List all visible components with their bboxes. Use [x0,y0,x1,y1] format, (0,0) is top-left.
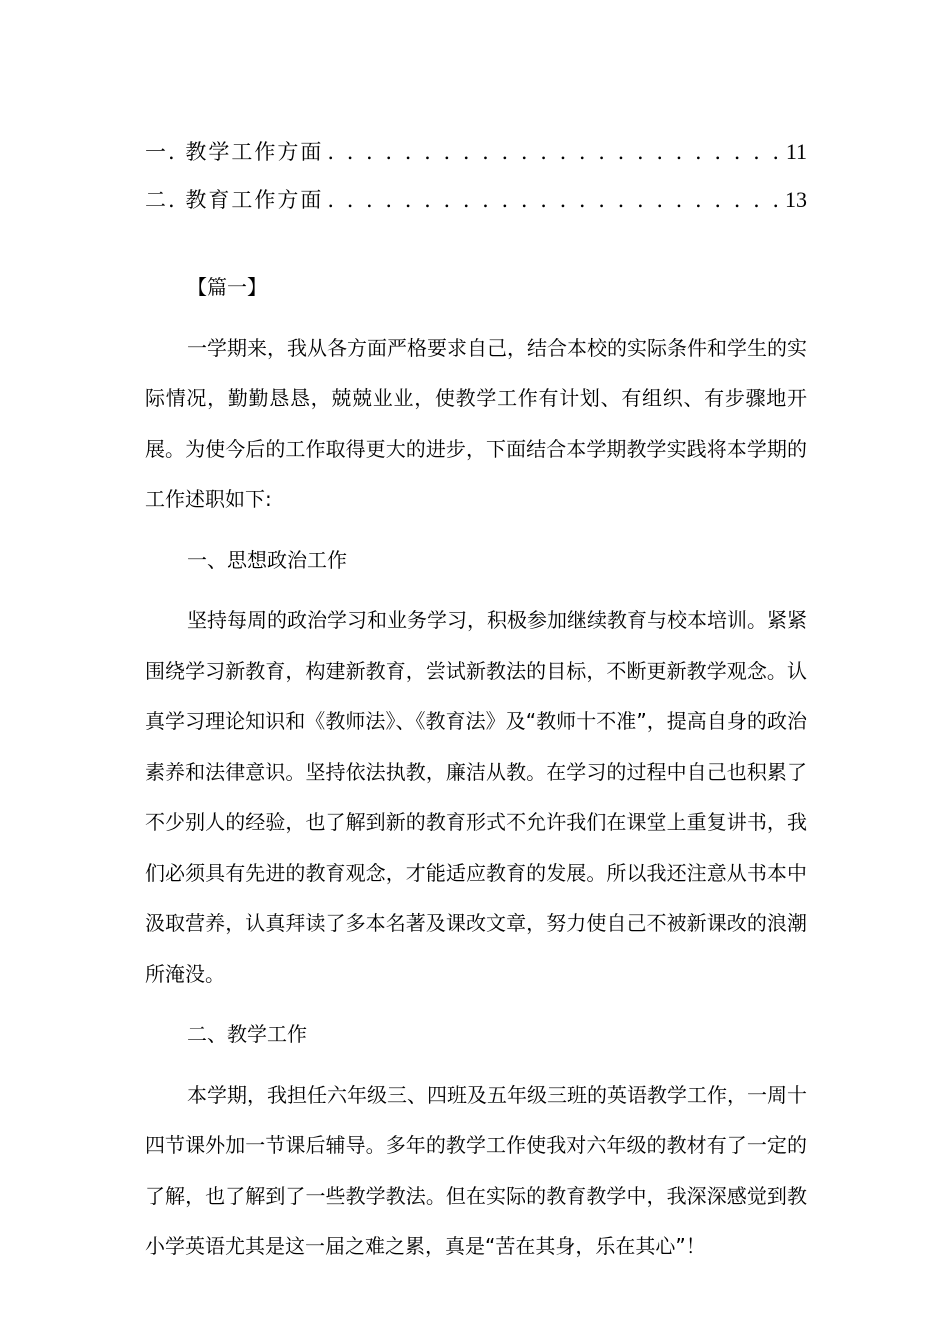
toc-dot-leader [327,140,781,164]
section-heading: 二、教学工作 [187,1022,307,1046]
document-body [145,262,807,1272]
intro-paragraph: 一学期来，我从各方面严格要求自己，结合本校的实际条件和学生的实际情况，勤勤恳恳，兢兢业业，使教学工作有计划、有组织、有步骤地开展。为使今后的工作取得更大的进步，下面结合本学期教学实践将本学期的工作述职如下: [145,335,807,511]
section-heading: 一、思想政治工作 [187,547,347,572]
toc-entry-title: 一. 教学工作方面 [145,140,324,164]
toc-entry-page: 11 [785,139,807,164]
toc-entry[interactable] [145,184,807,232]
body-paragraph: 坚持每周的政治学习和业务学习，积极参加继续教育与校本培训。紧紧围绕学习新教育，构建新教育，尝试新教法的目标，不断更新教学观念。认真学习理论知识和《教师法》、《教育法》及“教师十不准”，提高自身的政治素养和法律意识。坚持依法执教，廉洁从教。在学习的过程中自己也积累了不少别人的经验，也了解到新的教育形式不允许我们在课堂上重复讲书，我们必须具有先进的教育观念，才能适应教育的发展。所以我还注意从书本中汲取营养，认真拜读了多本名著及课改文章，努力使自己不被新课改的浪潮所淹没。 [145,608,807,986]
toc-entry[interactable] [145,136,807,184]
toc-entry-page: 13 [785,187,807,212]
toc-dot-leader [327,188,781,212]
body-paragraph: 本学期，我担任六年级三、四班及五年级三班的英语教学工作，一周十四节课外加一节课后辅导。多年的教学工作使我对六年级的教材有了一定的了解，也了解到了一些教学教法。但在实际的教育教学中，我深深感觉到教小学英语尤其是这一届之难之累，真是“苦在其身，乐在其心”！ [145,1082,807,1258]
toc-entry-title: 二. 教育工作方面 [145,188,324,212]
section-marker: 【篇一】 [187,275,267,299]
table-of-contents [145,136,807,232]
